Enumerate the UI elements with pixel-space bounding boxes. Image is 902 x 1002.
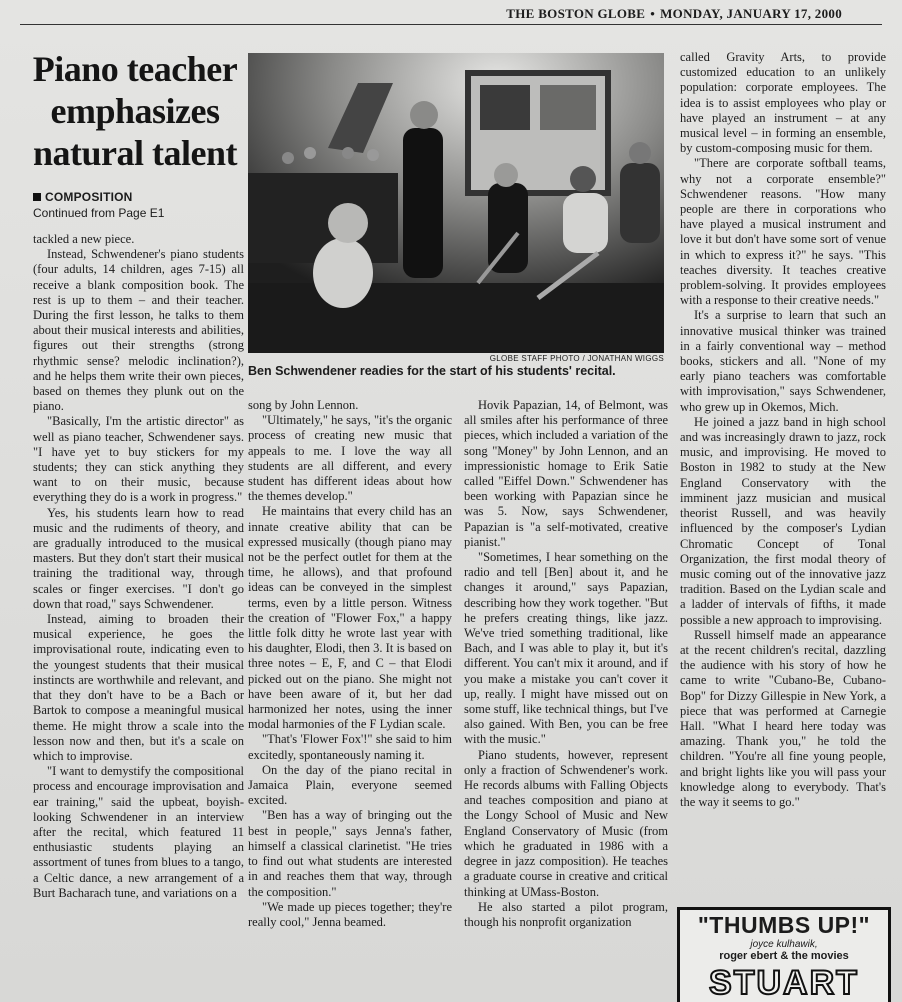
paragraph: He also started a pilot program, though his nonprofit organization — [464, 899, 668, 929]
article-column-1 — [33, 232, 244, 901]
paragraph: "That's 'Flower Fox'!" she said to him excitedly, spontaneously naming it. — [248, 732, 452, 762]
continued-line: Continued from Page E1 — [33, 206, 165, 220]
paragraph: "Basically, I'm the artistic director" as well as piano teacher, Schwendener says. "I have yet to buy stickers for my students; they can stick anything they want to on their music, because everything they do is a work in progress." — [33, 414, 244, 505]
paragraph: "Ben has a way of bringing out the best in people," says Jenna's father, himself a classical clarinetist. "He tries to find out what students are interested in and reaches them that way, through the composition." — [248, 808, 452, 899]
article-column-3 — [464, 398, 668, 930]
top-rule — [20, 24, 882, 25]
kicker-square-icon — [33, 193, 41, 201]
photo-caption: Ben Schwendener readies for the start of his students' recital. — [248, 364, 616, 378]
paragraph: Russell himself made an appearance at the recent children's recital, dazzling the audience with his story of how he came to write "Cubano-Be, Cubano-Bop" for Dizzy Gillespie in New York, a piece that was performed at Carnegie Hall. "What I heard here today was amazing. Thank you," he told the children. "You're all fine young people, and bright lights like you will pass your knowledge along to everybody. That's the way it seems to go." — [680, 627, 886, 809]
article-headline: Piano teacher emphasizes natural talent — [32, 49, 238, 173]
ad-title: "THUMBS UP!" — [697, 912, 871, 938]
paragraph: He joined a jazz band in high school and was increasingly drawn to jazz, rock music, and improvising. He moved to Boston in 1982 to study at the New England Conservatory with the imminent jazz musician and musical theorist Russell, and was heavily influenced by the composer's Lydian Chromatic Concept of Tonal Organization, the first modal theory of music coming out of the innovative jazz tradition. Based on the Lydian scale and a ladder of intervals of fifths, it made possible a new approach to improvising. — [680, 414, 886, 627]
paragraph: Hovik Papazian, 14, of Belmont, was all smiles after his performance of three pieces, which included a variation of the song "Money" by John Lennon, and an impressionistic homage to Erik Satie called "Eiffel Down." Schwendener has been working with Papazian since he was 5. Now, says Schwendener, Papazian is "a self-motivated, creative pianist." — [464, 398, 668, 549]
paragraph: Piano students, however, represent only a fraction of Schwendener's work. He records albums with Falling Objects and teaches composition and piano at the Longy School of Music and New England Conservatory of Music (from which he graduated in 1986 with a degree in jazz composition). He teaches a graduate course in creative and critical thinking at UMass-Boston. — [464, 747, 668, 899]
paragraph: Instead, Schwendener's piano students (four adults, 14 children, ages 7-15) all receive a blank composition book. The rest is up to them – and their teacher. During the first lesson, he talks to them about their musical interests and abilities, figures out their strengths (strong rhythmic sense? melodic inclination?), and he helps them write their own pieces, based on themes they plunk out on the piano. — [33, 247, 244, 414]
masthead-bullet: • — [650, 6, 656, 21]
paragraph: On the day of the piano recital in Jamaica Plain, everyone seemed excited. — [248, 762, 452, 808]
article-column-2 — [248, 398, 452, 930]
masthead — [506, 6, 842, 22]
section-kicker — [33, 190, 133, 204]
kicker-label: COMPOSITION — [45, 190, 133, 204]
paper-name: THE BOSTON GLOBE — [506, 6, 646, 21]
photo-credit: GLOBE STAFF PHOTO / JONATHAN WIGGS — [489, 354, 664, 363]
paragraph: "I want to demystify the compositional process and encourage improvisation and ear training," said the upbeat, boyish-looking Schwendener in an interview after the recital, which featured 11 enthusiastic students playing an assortment of tunes from blues to a tango, a Celtic dance, a new arrangement of a Burt Bacharach tune, and variations on a — [33, 764, 244, 900]
movie-ad — [677, 907, 891, 1002]
photo-illustration — [248, 53, 664, 353]
recital-photo — [248, 53, 664, 353]
paragraph: Yes, his students learn how to read music and the rudiments of theory, and are gradually introduced to the musical masters. But they don't start their musical training the traditional way, through scales or finger exercises. "I don't go down that road," says Schwendener. — [33, 505, 244, 611]
paragraph: song by John Lennon. — [248, 398, 359, 412]
paragraph: "We made up pieces together; they're really cool," Jenna beamed. — [248, 899, 452, 929]
paragraph: He maintains that every child has an innate creative ability that can be expressed musically (though piano may not be the perfect outlet for them at the time, he allows), and that profound ideas can be conveyed in the simplest terms, even by a little person. Witness the creation of "Flower Fox," a happy little folk ditty he wrote last year with his daughter, Elodi, then 3. It is based on three notes – E, F, and C – that Elodi picked out on the piano. She might not have been aware of it, but her dad harmonized her notes, using the inner modal harmonies of the F Lydian scale. — [248, 504, 452, 732]
ad-attribution-1: joyce kulhawik, — [750, 939, 818, 950]
paragraph: tackled a new piece. — [33, 232, 135, 246]
paragraph: It's a surprise to learn that such an innovative musical thinker was trained in a fairly conventional way – method books, stickers and all. "None of my early piano teachers was comfortable with improvisation," says Schwendener, who grew up in Okemos, Mich. — [680, 308, 886, 414]
paragraph: Instead, aiming to broaden their musical experience, he goes the improvisational route, indicating even to the youngest students that their musical instincts are worthwhile and relevant, and that they don't have to be a Bach or Bartok to compose a meaningful musical theme. He might throw a scale into the lesson now and then, but it's a scale on which to improvise. — [33, 612, 244, 763]
article-column-4 — [680, 50, 886, 810]
paragraph: "There are corporate softball teams, why not a corporate ensemble?" Schwendener reasons. "How many people are there in corporations who have played a musical instrument and love it but don't have some sort of venue in which to express it?" he says. "This teaches diversity. It teaches creative problem-solving. It provides employees with a response to their creative needs." — [680, 156, 886, 308]
ad-attribution-2: roger ebert & the movies — [719, 950, 849, 962]
ad-movie-name: STUART — [709, 964, 859, 1002]
paragraph: "Sometimes, I hear something on the radio and tell [Ben] about it, and he changes it around," says Papazian, describing how they work together. "But he prefers creating things, like jazz. We've tried something traditional, like Bach, and I was able to play it, but it's different. You can't mix it around, and if you make a mistake you can't cover it up, really. I might have missed out on some stuff, like technical things, but I've also gained. With Ben, you can be free with the music." — [464, 550, 668, 747]
issue-date: MONDAY, JANUARY 17, 2000 — [660, 6, 842, 21]
paragraph: called Gravity Arts, to provide customized education to an unlikely population: corporate employees. The idea is to assist employees who play or have played an instrument – at any musical level – in forming an ensemble, by custom-composing music for them. — [680, 50, 886, 156]
paragraph: "Ultimately," he says, "it's the organic process of creating new music that appeals to me. I love the way all students are all different, and every student has different ideas about how the themes develop." — [248, 413, 452, 504]
